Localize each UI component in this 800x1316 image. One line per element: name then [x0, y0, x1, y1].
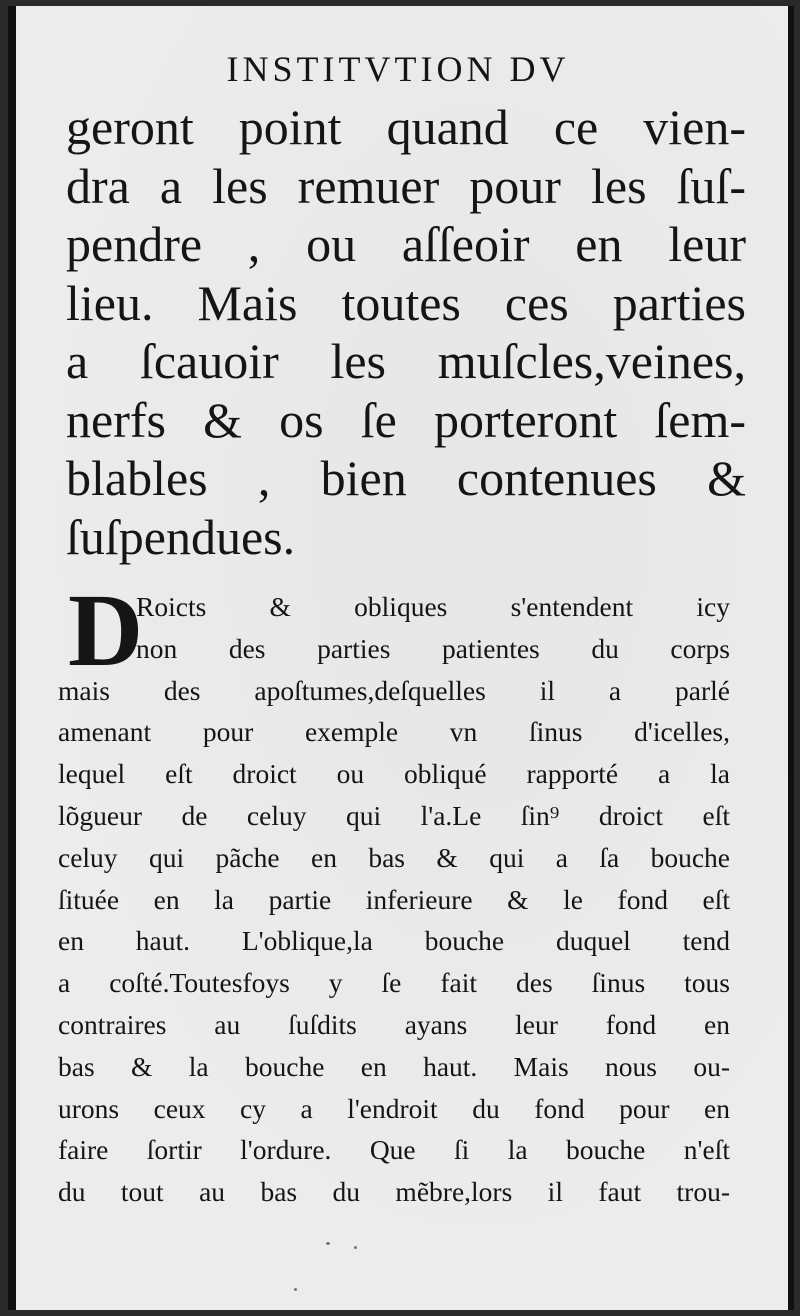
commentary-line: urons ceux cy a l'endroit du fond pour en [58, 1092, 730, 1124]
commentary-line: a coſté.Toutesfoys y ſe fait des ſinus tous [58, 967, 730, 999]
commentary-text-block [58, 573, 730, 1213]
drop-cap: D [68, 573, 144, 688]
commentary-line: faire ſortir l'ordure. Que ſi la bouche n'eſt [58, 1134, 730, 1166]
commentary-line: lequel eſt droict ou obliqué rapporté a la [58, 758, 730, 790]
commentary-line: celuy qui pãche en bas & qui a ſa bouche [58, 841, 730, 873]
commentary-line: mais des apoſtumes,deſquelles il a parlé [58, 674, 730, 706]
commentary-line: non des parties patientes du corps [136, 632, 730, 664]
page-left-shadow [8, 6, 16, 1310]
main-text-block [66, 98, 746, 566]
commentary-line: Roicts & obliques s'entendent icy [136, 591, 730, 622]
commentary-line: ſituée en la partie inferieure & le fond eſt [58, 883, 730, 915]
commentary-line: en haut. L'oblique,la bouche duquel tend [58, 925, 730, 957]
main-text-line: ſuſpendues. [66, 508, 296, 565]
book-page [8, 6, 794, 1310]
ink-speck [294, 1288, 297, 1291]
running-head: INSTITVTION DV [226, 49, 570, 89]
ink-speck [326, 1242, 330, 1245]
commentary-line: du tout au bas du mẽbre,lors il faut trou- [58, 1176, 730, 1208]
main-text-line: a ſcauoir les muſcles,veines, [66, 333, 746, 389]
main-text-line: blables , bien contenues & [66, 450, 746, 506]
main-text-line: dra a les remuer pour les ſuſ- [66, 157, 746, 214]
commentary-line: lõgueur de celuy qui l'a.Le ſin⁹ droict eſt [58, 799, 730, 831]
ink-speck [354, 1246, 357, 1249]
commentary-line: bas & la bouche en haut. Mais nous ou- [58, 1050, 730, 1082]
commentary-line: amenant pour exemple vn ſinus d'icelles, [58, 716, 730, 748]
commentary-line: contraires au ſuſdits ayans leur fond en [58, 1008, 730, 1040]
main-text-line: nerfs & os ſe porteront ſem- [66, 391, 746, 448]
main-text-line: lieu. Mais toutes ces parties [66, 274, 746, 331]
main-text-line: geront point quand ce vien- [66, 99, 746, 155]
page-right-shadow [788, 6, 794, 1310]
main-text-line: pendre , ou aſſeoir en leur [66, 216, 746, 272]
